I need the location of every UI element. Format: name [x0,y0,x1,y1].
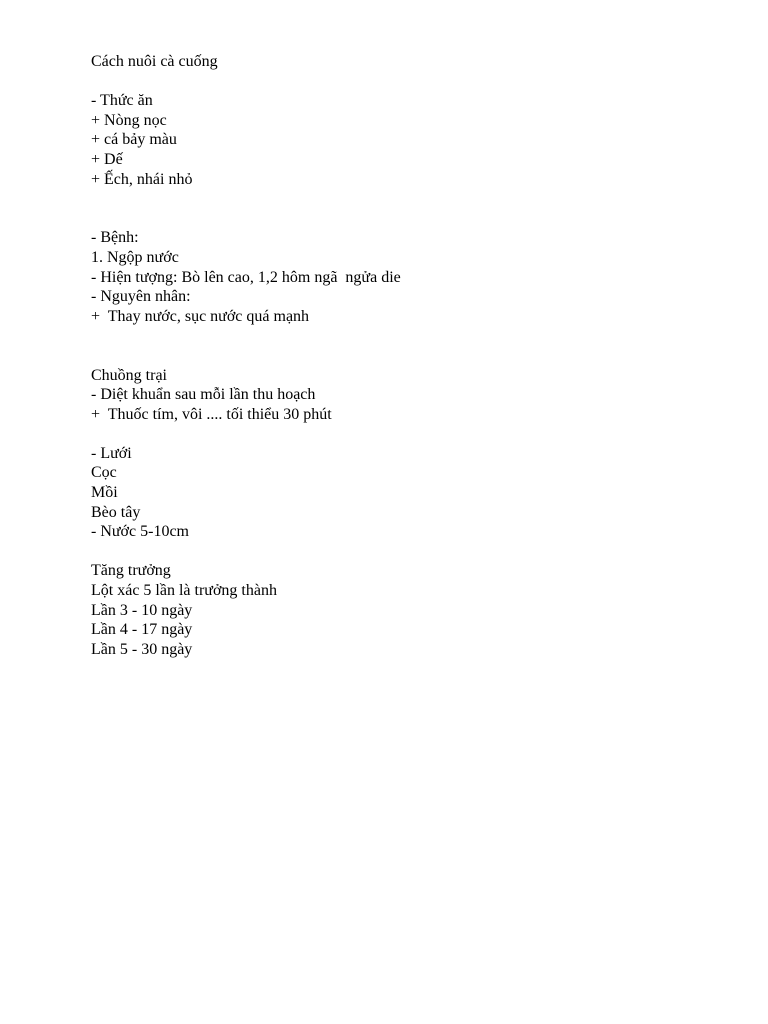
equipment-item: Mồi [91,484,118,502]
food-item: + Dế [91,150,123,168]
section-disease-heading: - Bệnh: [91,229,139,247]
equipment-item: Cọc [91,464,117,482]
disease-item: 1. Ngộp nước [91,248,179,266]
housing-item: - Diệt khuẩn sau mỗi lần thu hoạch [91,386,316,404]
section-food-heading: - Thức ăn [91,92,153,110]
document-title: Cách nuôi cà cuống [91,53,218,70]
blank-line [91,346,731,366]
growth-item: Lần 5 - 30 ngày [91,640,193,658]
blank-line [91,189,731,209]
food-item: + Ếch, nhái nhỏ [91,170,193,188]
document-body [91,52,731,659]
blank-line [91,209,731,229]
growth-item: Lột xác 5 lần là trưởng thành [91,582,277,600]
food-item: + cá bảy màu [91,131,177,149]
blank-line [91,542,731,562]
disease-cause: + Thay nước, sục nước quá mạnh [91,307,310,325]
equipment-item: Bèo tây [91,503,141,521]
equipment-item: - Nước 5-10cm [91,523,189,541]
blank-line [91,326,731,346]
growth-item: Lần 3 - 10 ngày [91,601,193,619]
food-item: + Nòng nọc [91,111,167,129]
section-growth-heading: Tăng trưởng [91,562,171,580]
disease-symptom: - Hiện tượng: Bò lên cao, 1,2 hôm ngã ngửa die [91,268,401,286]
blank-line [91,72,731,92]
growth-item: Lần 4 - 17 ngày [91,621,193,639]
housing-item: + Thuốc tím, vôi .... tối thiểu 30 phút [91,405,332,423]
disease-cause-heading: - Nguyên nhân: [91,288,191,306]
equipment-item: - Lưới [91,444,132,462]
section-housing-heading: Chuồng trại [91,366,167,384]
blank-line [91,424,731,444]
